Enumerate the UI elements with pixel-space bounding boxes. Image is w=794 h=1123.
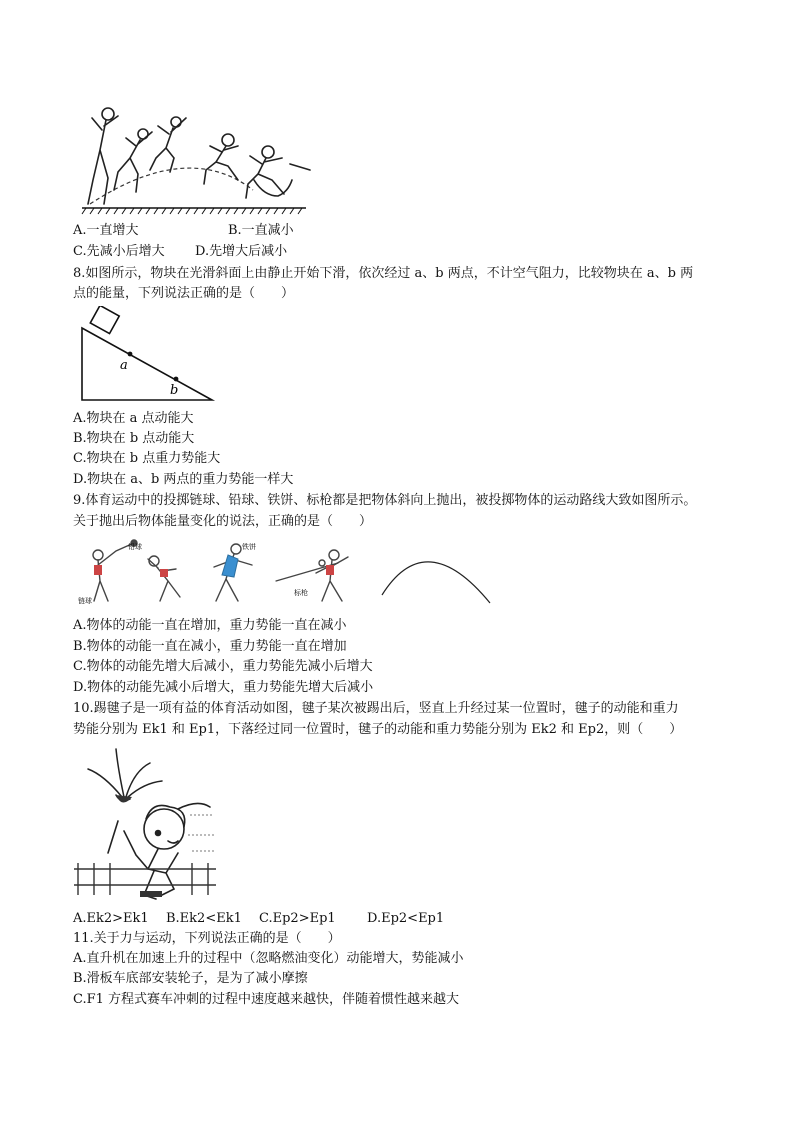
- q9-stem-line1: 9.体育运动中的投掷链球、铅球、铁饼、标枪都是把物体斜向上抛出，被投掷物体的运动路线大致如图所示。: [73, 493, 697, 508]
- point-a-label: a: [120, 358, 128, 373]
- q9-option-a: A.物体的动能一直在增加，重力势能一直在减小: [73, 618, 347, 633]
- q11-option-a: A.直升机在加速上升的过程中（忽略燃油变化）动能增大，势能减小: [73, 951, 464, 966]
- q9-option-c: C.物体的动能先增大后减小，重力势能先减小后增大: [73, 659, 373, 674]
- q10-stem-line2: 势能分别为 Ek1 和 Ep1，下落经过同一位置时，毽子的动能和重力势能分别为 Ek2 和 Ep2，则（ ）: [73, 722, 683, 737]
- q11-option-b: B.滑板车底部安装轮子，是为了减小摩擦: [73, 971, 308, 986]
- q7-option-d: D.先增大后减小: [195, 244, 288, 259]
- q10-stem-line1: 10.踢毽子是一项有益的体育活动如图，毽子某次被踢出后，竖直上升经过某一位置时，毽子的动能和重力: [73, 701, 679, 716]
- q9-stem-line2: 关于抛出后物体能量变化的说法，正确的是（ ）: [73, 514, 373, 529]
- q8-stem-line1: 8.如图所示，物块在光滑斜面上由静止开始下滑，依次经过 a、b 两点，不计空气阻力，比较物块在 a、b 两: [73, 266, 694, 281]
- q10-option-b: B.Ek2<Ek1: [166, 911, 242, 926]
- label-shot-put: 铅球: [128, 543, 142, 551]
- q11-option-c: C.F1 方程式赛车冲刺的过程中速度越来越快，伴随着惯性越来越大: [73, 992, 460, 1007]
- q10-option-d: D.Ep2<Ep1: [367, 911, 445, 926]
- q8-option-c: C.物块在 b 点重力势能大: [73, 451, 221, 466]
- long-jump-figure: [78, 100, 318, 215]
- point-b-label: b: [170, 383, 179, 398]
- q7-option-c: C.先减小后增大: [73, 244, 165, 259]
- q7-option-b: B.一直减小: [228, 223, 294, 238]
- q8-option-a: A.物块在 a 点动能大: [73, 411, 194, 426]
- label-javelin: 标枪: [294, 589, 308, 597]
- q10-option-c: C.Ep2>Ep1: [259, 911, 336, 926]
- label-discus: 铁饼: [242, 543, 256, 551]
- q9-option-b: B.物体的动能一直在减小，重力势能一直在增加: [73, 639, 347, 654]
- shuttlecock-figure: [74, 745, 216, 903]
- q8-stem-line2: 点的能量，下列说法正确的是（ ）: [73, 286, 295, 301]
- q7-option-a: A.一直增大: [73, 223, 139, 238]
- q10-option-a: A.Ek2>Ek1: [73, 911, 149, 926]
- incline-figure: [80, 306, 220, 406]
- point-b-marker: [174, 377, 179, 382]
- throwing-sports-figure: [76, 535, 496, 610]
- label-hammer: 链球: [78, 597, 92, 605]
- q9-option-d: D.物体的动能先减小后增大，重力势能先增大后减小: [73, 680, 374, 695]
- trajectory-curve: [382, 562, 490, 603]
- q8-option-d: D.物块在 a、b 两点的重力势能一样大: [73, 472, 294, 487]
- q11-stem: 11.关于力与运动，下列说法正确的是（ ）: [73, 931, 341, 946]
- q8-option-b: B.物块在 b 点动能大: [73, 431, 195, 446]
- point-a-marker: [128, 352, 133, 357]
